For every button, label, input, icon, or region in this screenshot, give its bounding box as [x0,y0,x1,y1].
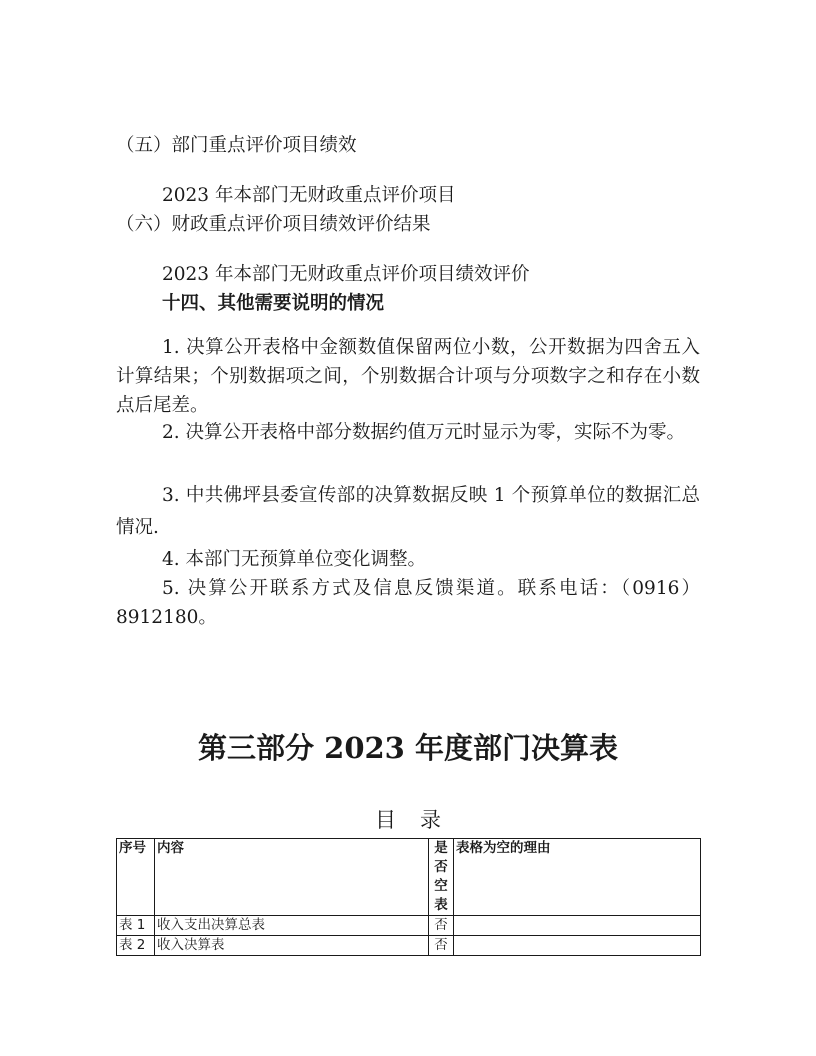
toc-header-row [117,839,701,916]
row-no: 表 2 [117,936,155,956]
section5-body: 2023 年本部门无财政重点评价项目 [162,185,456,206]
row-empty: 否 [429,936,454,956]
toc-title: 目录 [375,808,465,832]
row-reason [454,916,701,936]
header-reason: 表格为空的理由 [454,839,701,916]
row-content: 收入支出决算总表 [155,916,429,936]
toc-table [116,838,701,956]
row-no: 表 1 [117,916,155,936]
row-empty: 否 [429,916,454,936]
section6-heading: （六）财政重点评价项目绩效评价结果 [116,214,431,235]
section14-heading: 十四、其他需要说明的情况 [162,293,385,314]
note-item-5: 5. 决算公开联系方式及信息反馈渠道。联系电话：（0916）8912180。 [116,578,700,628]
table-row [117,936,701,956]
note-item-1: 1. 决算公开表格中金额数值保留两位小数，公开数据为四舍五入计算结果；个别数据项之间，个别数据合计项与分项数字之和存在小数点后尾差。 [116,337,700,416]
row-reason [454,936,701,956]
note-item-2: 2. 决算公开表格中部分数据约值万元时显示为零，实际不为零。 [162,422,686,443]
row-content: 收入决算表 [155,936,429,956]
section5-heading: （五）部门重点评价项目绩效 [116,135,357,156]
table-row [117,916,701,936]
note-item-3: 3. 中共佛坪县委宣传部的决算数据反映 1 个预算单位的数据汇总情况. [116,485,700,538]
header-empty: 是否空表 [434,840,448,913]
section6-body: 2023 年本部门无财政重点评价项目绩效评价 [162,264,530,285]
header-no: 序号 [117,839,155,916]
part-title: 第三部分 2023 年度部门决算表 [198,731,618,765]
header-content: 内容 [155,839,429,916]
note-item-4: 4. 本部门无预算单位变化调整。 [162,549,427,570]
